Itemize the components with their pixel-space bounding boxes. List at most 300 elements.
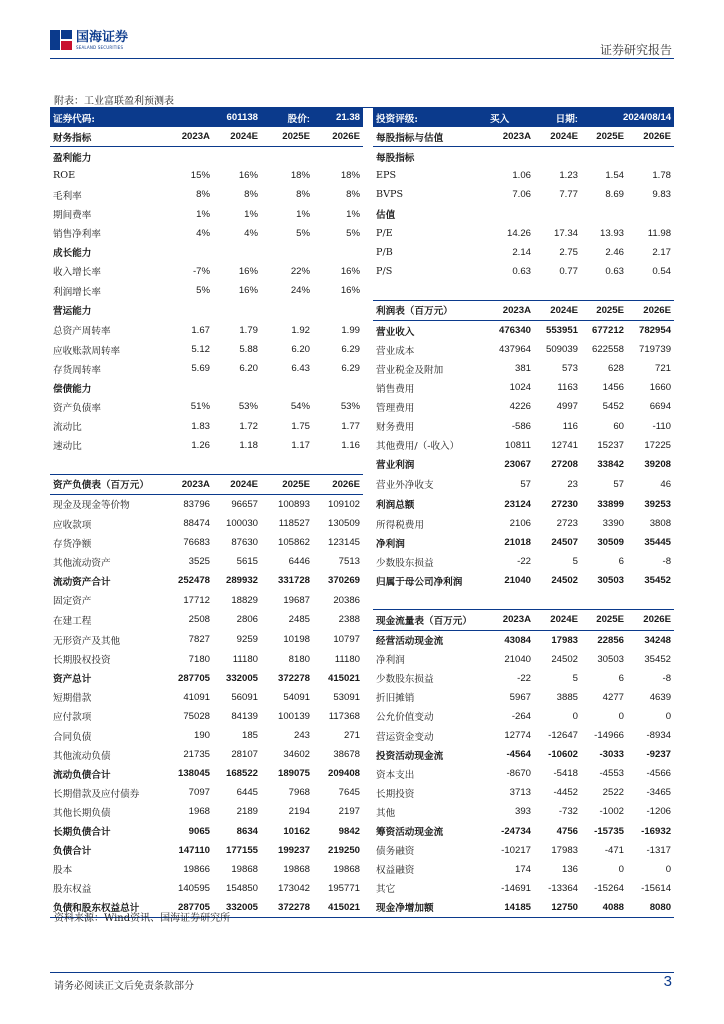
row-value: -15264 — [594, 882, 625, 894]
row-value: 1.17 — [291, 439, 311, 451]
row-value: 88474 — [183, 518, 210, 530]
row-label: 销售费用 — [376, 383, 415, 395]
row-value: 21018 — [504, 537, 532, 549]
row-value: -16932 — [641, 825, 672, 837]
row-value — [313, 147, 363, 167]
row-value: 381 — [515, 363, 532, 375]
row-value: -732 — [558, 806, 579, 818]
row-value: 4756 — [556, 825, 579, 837]
row-label: 其他流动负债 — [53, 750, 111, 762]
logo-name-en: SEALAND SECURITIES — [76, 44, 124, 50]
row-value: 24% — [290, 285, 311, 297]
row-value: 8% — [244, 189, 259, 201]
row-value: -4564 — [506, 749, 532, 761]
row-value: -15614 — [641, 882, 672, 894]
row-label: 利润总额 — [376, 500, 415, 512]
row-value: 1% — [196, 208, 210, 220]
row-value — [213, 378, 261, 397]
row-value: 46 — [660, 478, 672, 490]
row-value — [162, 243, 213, 262]
table-row — [50, 378, 674, 397]
row-value: 1456 — [602, 382, 625, 394]
row-value — [487, 204, 534, 223]
year-header: 2023A — [487, 610, 534, 630]
row-value: 130509 — [328, 518, 361, 530]
row-label: 存货净额 — [53, 538, 92, 550]
row-value: 2388 — [338, 614, 361, 626]
row-value: 18829 — [231, 594, 259, 606]
table-row — [50, 841, 674, 860]
row-value: 11180 — [232, 653, 259, 665]
row-value: 0.63 — [605, 265, 625, 277]
row-value: 1.26 — [191, 439, 210, 451]
row-value: 0 — [665, 710, 672, 722]
row-value — [313, 455, 363, 475]
row-label: 期间费率 — [53, 210, 92, 222]
row-value — [162, 455, 213, 475]
row-value: -1002 — [599, 806, 625, 818]
row-value: 2.46 — [605, 246, 625, 258]
row-value: 287705 — [177, 672, 210, 684]
report-date-label: 日期: — [534, 108, 581, 127]
row-value: 2723 — [556, 518, 579, 530]
row-label: 其他长期负债 — [53, 807, 111, 819]
row-label: 无形资产及其他 — [53, 635, 121, 647]
year-header: 2024E — [534, 300, 581, 320]
row-value: -1317 — [646, 844, 672, 856]
row-value: 5.69 — [191, 363, 210, 375]
row-value: -9237 — [646, 749, 672, 761]
row-value: 4226 — [509, 401, 532, 413]
table-row — [50, 514, 674, 533]
row-value: 28107 — [231, 749, 259, 761]
row-value: 140595 — [177, 882, 210, 894]
row-label: 股东权益 — [53, 884, 92, 896]
row-value: 7180 — [188, 653, 210, 665]
row-value: 6445 — [236, 787, 259, 799]
row-label: 偿债能力 — [53, 383, 92, 395]
row-value: 5 — [572, 556, 579, 568]
row-value: 15237 — [597, 439, 625, 451]
table-row — [50, 552, 674, 571]
row-label: 每股指标 — [376, 152, 415, 164]
table-row — [50, 802, 674, 821]
row-label: 营运资金变动 — [376, 731, 434, 743]
year-header: 2026E — [627, 300, 674, 320]
row-label: 流动负债合计 — [53, 769, 111, 781]
row-label: 估值 — [376, 210, 396, 222]
row-value — [213, 147, 261, 167]
row-value: -14966 — [594, 730, 625, 742]
row-value: 9259 — [236, 634, 259, 646]
row-value: 6446 — [288, 556, 311, 568]
row-value: 393 — [515, 806, 532, 818]
row-value: 84139 — [231, 710, 259, 722]
row-label: 长期股权投资 — [53, 655, 111, 667]
row-value: 10198 — [283, 634, 311, 646]
row-label: 现金净增加额 — [376, 903, 434, 915]
row-value: 60 — [613, 420, 625, 432]
row-value: 35452 — [644, 575, 672, 587]
row-value: 6.43 — [291, 363, 311, 375]
row-value: 13.93 — [600, 227, 625, 239]
row-value — [487, 281, 534, 301]
row-value: 12750 — [551, 901, 579, 913]
row-label: 存货周转率 — [53, 364, 101, 376]
year-header: 2024E — [213, 474, 261, 494]
table-row — [50, 455, 674, 475]
row-value: 476340 — [499, 325, 532, 337]
year-header: 2023A — [487, 300, 534, 320]
row-value: 1.78 — [652, 170, 672, 182]
row-label: 成长能力 — [53, 248, 92, 260]
row-value: 19868 — [283, 863, 311, 875]
row-label: 少数股东损益 — [376, 674, 434, 686]
row-value: 10162 — [283, 825, 311, 837]
row-label: 公允价值变动 — [376, 712, 434, 724]
row-value: 1.67 — [191, 324, 210, 336]
row-value: 1.72 — [239, 420, 259, 432]
table-row — [50, 590, 674, 610]
row-value: 53091 — [333, 691, 361, 703]
row-label: P/B — [376, 246, 393, 258]
row-value: 19868 — [231, 863, 259, 875]
row-label: 营业外净收支 — [376, 480, 434, 492]
row-value: 1.23 — [559, 170, 579, 182]
row-value: 1.92 — [291, 324, 311, 336]
row-value: 39208 — [644, 458, 672, 470]
row-value: 56091 — [231, 691, 259, 703]
row-value: 9842 — [338, 825, 361, 837]
table-row — [50, 879, 674, 898]
row-value: 1660 — [649, 382, 672, 394]
row-value — [261, 378, 313, 397]
row-value — [581, 281, 627, 301]
table-row — [50, 707, 674, 726]
row-value: 17983 — [551, 634, 579, 646]
row-label: 其他流动资产 — [53, 557, 111, 569]
row-value: 6.29 — [341, 363, 361, 375]
row-value: 11.98 — [647, 227, 672, 239]
row-label: 应付款项 — [53, 712, 92, 724]
row-label: 所得税费用 — [376, 519, 424, 531]
row-value — [534, 281, 581, 301]
row-value: 1163 — [557, 382, 579, 394]
year-header: 2024E — [213, 127, 261, 147]
row-label: 经营活动现金流 — [376, 636, 444, 648]
row-value: 332005 — [226, 901, 259, 913]
year-header: 2024E — [534, 127, 581, 147]
row-value: 20386 — [333, 594, 361, 606]
row-value: 8.69 — [605, 189, 625, 201]
row-value: 174 — [515, 863, 532, 875]
table-row — [50, 300, 674, 320]
row-value: 22% — [290, 265, 311, 277]
row-value: -1206 — [646, 806, 672, 818]
row-value: 5967 — [509, 691, 532, 703]
row-label: 长期投资 — [376, 788, 415, 800]
row-value — [487, 590, 534, 610]
row-value: 7645 — [338, 787, 361, 799]
row-label: 流动比 — [53, 422, 82, 434]
table-row — [50, 860, 674, 879]
row-value: 19866 — [183, 863, 210, 875]
year-header: 2025E — [581, 127, 627, 147]
row-value — [581, 204, 627, 223]
row-value: 27230 — [551, 498, 579, 510]
row-value: -4452 — [553, 787, 579, 799]
row-value: 14.26 — [507, 227, 532, 239]
row-value: 24507 — [551, 537, 579, 549]
row-value — [162, 300, 213, 320]
row-value: 289932 — [226, 575, 259, 587]
row-value — [581, 590, 627, 610]
row-value: -8934 — [646, 730, 672, 742]
table-row — [50, 359, 674, 378]
row-value: 4277 — [602, 691, 625, 703]
row-value — [162, 378, 213, 397]
year-header: 2023A — [487, 127, 534, 147]
table-row — [50, 224, 674, 243]
row-value: 6.20 — [239, 363, 259, 375]
row-label: 盈利能力 — [53, 152, 92, 164]
row-value: 147110 — [178, 844, 210, 856]
row-label: 应收账款周转率 — [53, 345, 121, 357]
row-label: ROE — [53, 170, 76, 182]
row-value: 117368 — [328, 710, 361, 722]
row-value: 243 — [294, 730, 311, 742]
row-value: 21040 — [504, 575, 532, 587]
row-value: 189075 — [278, 768, 311, 780]
row-value: 34248 — [644, 634, 672, 646]
row-value: -8 — [662, 672, 672, 684]
security-info-row — [50, 108, 674, 127]
row-value: 7513 — [338, 556, 361, 568]
row-label: 负债合计 — [53, 846, 92, 858]
row-label: 资产负债率 — [53, 402, 101, 414]
row-value: -471 — [604, 844, 625, 856]
row-label: 利润增长率 — [53, 286, 101, 298]
row-value: 19868 — [333, 863, 361, 875]
row-value: -22 — [517, 672, 532, 684]
row-value: -24734 — [501, 825, 532, 837]
row-value: 12774 — [504, 730, 532, 742]
row-label: 长期借款及应付债券 — [53, 788, 140, 800]
year-header: 2024E — [534, 610, 581, 630]
stock-code-label: 证券代码: — [50, 108, 162, 127]
row-value: 1024 — [509, 382, 532, 394]
row-value: -5418 — [553, 768, 579, 780]
rating-value: 买入 — [487, 108, 534, 127]
row-label: 股本 — [53, 865, 73, 877]
row-value: 17983 — [551, 844, 579, 856]
table-row — [50, 610, 674, 630]
logo-mark-icon — [50, 30, 72, 50]
row-value: -10602 — [548, 749, 579, 761]
table-row — [50, 340, 674, 359]
row-value: 33899 — [597, 498, 625, 510]
row-value: 173042 — [278, 882, 311, 894]
row-value: 118527 — [278, 518, 311, 530]
table-row — [50, 243, 674, 262]
row-value: 7097 — [188, 787, 210, 799]
row-value: 509039 — [546, 344, 579, 356]
table-row — [50, 436, 674, 455]
row-value: 2.75 — [559, 246, 579, 258]
row-value: 168522 — [226, 768, 259, 780]
row-value: 57 — [613, 478, 625, 490]
row-value: 23067 — [504, 458, 532, 470]
row-value: 1.18 — [239, 439, 259, 451]
row-value: 2508 — [188, 614, 210, 626]
row-value: 0 — [618, 863, 625, 875]
row-value: 53% — [238, 401, 259, 413]
row-value: 1.16 — [341, 439, 361, 451]
row-value: 76683 — [183, 537, 210, 549]
row-value: -22 — [517, 556, 532, 568]
row-label: 投资活动现金流 — [376, 750, 444, 762]
row-value: 6.29 — [341, 344, 361, 356]
row-value: 5.12 — [191, 344, 210, 356]
table-row — [50, 630, 674, 650]
row-value: 8% — [346, 189, 361, 201]
row-value: 0.63 — [512, 265, 532, 277]
table-row — [50, 397, 674, 416]
row-value: 138045 — [177, 768, 210, 780]
row-value: 1.75 — [291, 420, 311, 432]
row-label: 现金及现金等价物 — [53, 500, 130, 512]
table-row — [50, 650, 674, 669]
table-row — [50, 417, 674, 436]
row-label: 合同负债 — [53, 731, 92, 743]
row-value: 1.06 — [512, 170, 532, 182]
row-value: 57 — [520, 478, 532, 490]
row-label: 负债和股东权益总计 — [53, 903, 140, 915]
row-label: 收入增长率 — [53, 267, 101, 279]
row-value: 1% — [346, 208, 361, 220]
row-value: 22856 — [597, 634, 625, 646]
row-value: 3885 — [556, 691, 579, 703]
row-value: -586 — [511, 420, 532, 432]
year-header: 2023A — [162, 474, 213, 494]
year-header: 2026E — [627, 127, 674, 147]
row-value: 2.17 — [652, 246, 672, 258]
row-value: 51% — [190, 401, 210, 413]
row-value: 18% — [290, 170, 311, 182]
row-value: 2194 — [288, 806, 311, 818]
row-value: 7.06 — [512, 189, 532, 201]
table-row — [50, 494, 674, 514]
table-row — [50, 745, 674, 764]
table-row — [50, 166, 674, 185]
row-value: 2522 — [602, 787, 625, 799]
row-label — [50, 455, 162, 475]
row-value: 54091 — [283, 691, 311, 703]
row-label: 应收款项 — [53, 519, 92, 531]
row-value: 21735 — [183, 749, 210, 761]
row-value — [261, 243, 313, 262]
disclaimer-note: 请务必阅读正文后免责条款部分 — [54, 981, 194, 992]
row-value — [487, 147, 534, 167]
row-value: 370269 — [328, 575, 361, 587]
year-header: 2026E — [313, 127, 363, 147]
table-row — [50, 474, 674, 494]
table-row — [50, 262, 674, 281]
row-value: 2106 — [509, 518, 532, 530]
row-value: 83796 — [183, 498, 210, 510]
row-value: 1.54 — [605, 170, 625, 182]
row-value: 18% — [340, 170, 361, 182]
row-value — [534, 204, 581, 223]
page-number: 3 — [663, 973, 672, 990]
table-caption: 附表：工业富联盈利预测表 — [54, 96, 174, 107]
row-value — [627, 204, 674, 223]
row-value — [534, 590, 581, 610]
row-value: 24502 — [551, 653, 579, 665]
table-row — [50, 764, 674, 783]
row-value: 721 — [655, 363, 672, 375]
row-value — [261, 455, 313, 475]
row-value: 209408 — [328, 768, 361, 780]
year-header: 2025E — [581, 300, 627, 320]
row-label: 营业收入 — [376, 326, 415, 338]
row-value: 3713 — [509, 787, 532, 799]
row-value: 96657 — [231, 498, 259, 510]
row-value: 7827 — [188, 634, 210, 646]
row-value: 4088 — [602, 901, 625, 913]
row-value: 5 — [572, 672, 579, 684]
row-value — [534, 147, 581, 167]
row-value: 5452 — [602, 401, 625, 413]
row-value: 30503 — [597, 653, 625, 665]
row-label: 净利润 — [376, 655, 405, 667]
row-label: P/S — [376, 265, 393, 277]
row-label: 营业成本 — [376, 345, 415, 357]
row-value: 35452 — [644, 653, 672, 665]
row-value: 2.14 — [512, 246, 532, 258]
row-label: 营业利润 — [376, 460, 415, 472]
row-value: 2485 — [288, 614, 311, 626]
table-row — [50, 321, 674, 341]
row-value: 252478 — [177, 575, 210, 587]
row-label: 在建工程 — [53, 615, 92, 627]
row-value: 195771 — [328, 882, 361, 894]
row-value: 24502 — [551, 575, 579, 587]
row-label: 销售净利率 — [53, 229, 101, 241]
row-value: 109102 — [328, 498, 361, 510]
row-value: 628 — [608, 363, 625, 375]
row-value: 5% — [296, 227, 311, 239]
row-value: 9065 — [188, 825, 210, 837]
row-value: 136 — [562, 863, 579, 875]
row-label: 营运能力 — [53, 306, 92, 318]
row-value: 372278 — [278, 672, 311, 684]
row-value: 14185 — [504, 901, 532, 913]
row-value: 17.34 — [554, 227, 579, 239]
row-label: 折旧摊销 — [376, 693, 415, 705]
row-value: 15% — [190, 170, 210, 182]
report-type-label: 证券研究报告 — [599, 43, 672, 57]
row-value: 677212 — [592, 325, 625, 337]
row-value — [213, 455, 261, 475]
row-label: 资产总计 — [53, 674, 92, 686]
row-value: 1.99 — [341, 324, 361, 336]
row-value: 23 — [567, 478, 579, 490]
row-value: 1% — [296, 208, 311, 220]
table-row — [50, 127, 674, 147]
row-value: 6 — [618, 672, 625, 684]
row-value: -10217 — [501, 844, 532, 856]
